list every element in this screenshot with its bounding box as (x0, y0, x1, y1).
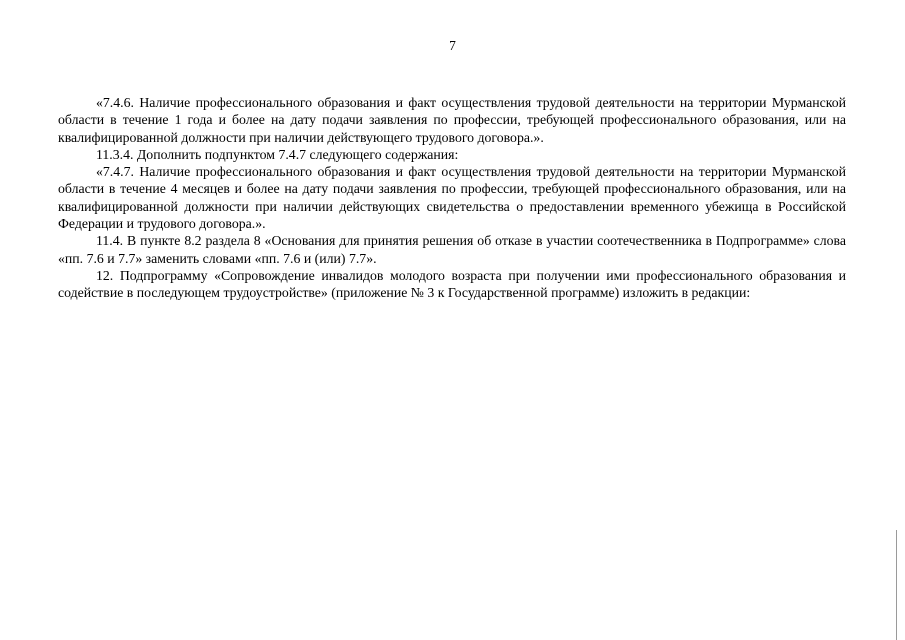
paragraph-12: 12. Подпрограмму «Сопровождение инвалидов молодого возраста при получении ими профессионального образования и содействие в последующем трудоустройстве» (приложение № 3 к Государственной программе) изложить в редакции: (58, 267, 846, 301)
paragraph-11-4: 11.4. В пункте 8.2 раздела 8 «Основания для принятия решения об отказе в участии соотечественника в Подпрограмме» слова «пп. 7.6 и 7.7» заменить словами «пп. 7.6 и (или) 7.7». (58, 233, 846, 266)
document-body (58, 94, 846, 302)
paragraph-7-4-6: «7.4.6. Наличие профессионального образования и факт осуществления трудовой деятельности на территории Мурманской области в течение 1 года и более на дату подачи заявления по профессии, требующей профессионального образования, или на квалифицированной должности при наличии действующего трудового договора.». (58, 95, 846, 145)
paragraph-11-3-4: 11.3.4. Дополнить подпунктом 7.4.7 следующего содержания: (96, 146, 459, 162)
paragraph-7-4-7: «7.4.7. Наличие профессионального образования и факт осуществления трудовой деятельности на территории Мурманской области в течение 4 месяцев и более на дату подачи заявления по профессии, требующей профессионального образования, или на квалифицированной должности при наличии действующих свидетельства о предоставлении временного убежища в Российской Федерации и трудового договора.». (58, 164, 846, 232)
page-number: 7 (449, 38, 456, 53)
scan-edge-line (896, 530, 897, 640)
